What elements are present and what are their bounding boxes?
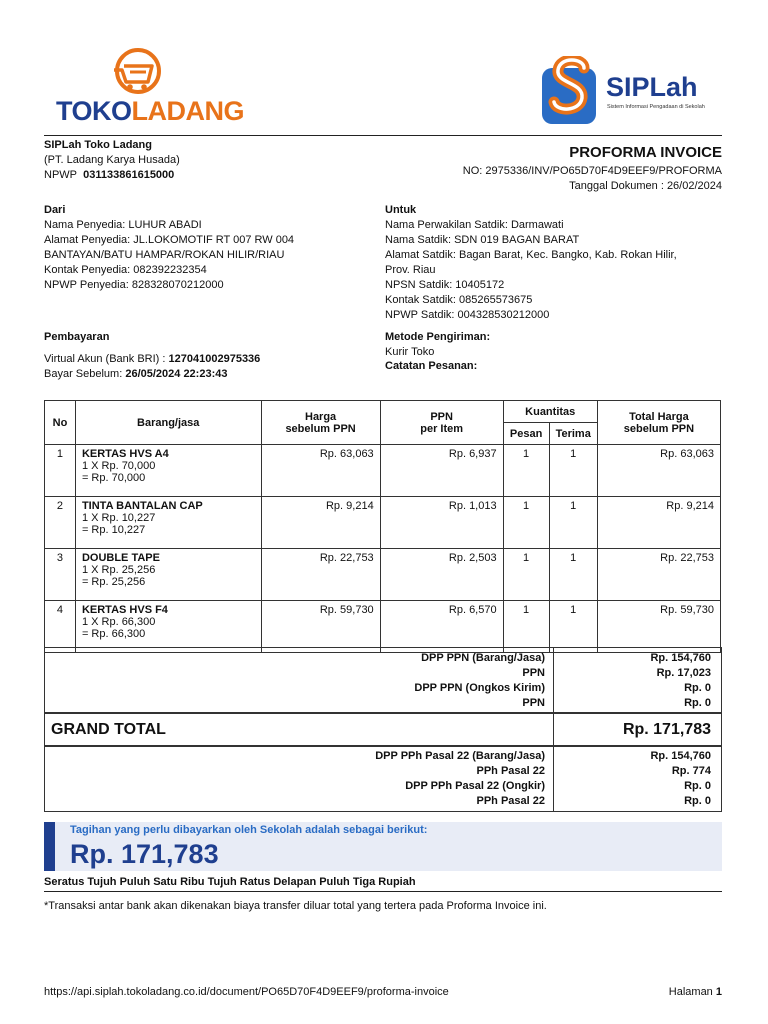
footer-page-number: 1 xyxy=(715,986,722,998)
pph-label: DPP PPh Pasal 22 (Barang/Jasa) xyxy=(375,750,545,762)
row-ppn: Rp. 1,013 xyxy=(380,497,503,549)
document-date: Tanggal Dokumen : 26/02/2024 xyxy=(569,180,722,192)
row-item-name: KERTAS HVS F4 xyxy=(81,604,168,616)
row-item-sum: = Rp. 66,300 xyxy=(81,628,146,640)
row-no: 3 xyxy=(45,549,76,601)
ppn-summary-labels xyxy=(414,651,545,711)
cart-icon xyxy=(110,48,166,94)
header-qty-receive: Terima xyxy=(549,423,597,445)
pph-value: Rp. 0 xyxy=(684,795,711,807)
table-row xyxy=(45,549,721,601)
row-item xyxy=(75,445,261,497)
table-row xyxy=(45,497,721,549)
document-title: PROFORMA INVOICE xyxy=(569,144,722,161)
row-item xyxy=(75,549,261,601)
row-item-calc: 1 X Rp. 70,000 xyxy=(81,460,156,472)
untuk-line: Nama Satdik: SDN 019 BAGAN BARAT xyxy=(385,234,580,246)
untuk-line: Alamat Satdik: Bagan Barat, Kec. Bangko, Kab. Rokan Hilir, xyxy=(385,249,677,261)
row-item-sum: = Rp. 70,000 xyxy=(81,472,146,484)
untuk-line: NPSN Satdik: 10405172 xyxy=(385,279,505,291)
summary-value: Rp. 17,023 xyxy=(656,667,711,679)
header-price xyxy=(261,401,380,445)
row-price: Rp. 9,214 xyxy=(261,497,380,549)
summary-value: Rp. 154,760 xyxy=(650,652,711,664)
pph-label: PPh Pasal 22 xyxy=(476,795,545,807)
virtual-account-value: 127041002975336 xyxy=(168,353,261,365)
grand-total-value: Rp. 171,783 xyxy=(622,721,711,738)
row-qty-receive: 1 xyxy=(549,497,597,549)
pph-value: Rp. 154,760 xyxy=(650,750,711,762)
due-date-label: Bayar Sebelum: xyxy=(44,368,123,380)
amount-in-words: Seratus Tujuh Puluh Satu Ribu Tujuh Ratus Delapan Puluh Tiga Rupiah xyxy=(44,876,416,888)
untuk-heading: Untuk xyxy=(385,204,417,216)
row-total: Rp. 22,753 xyxy=(597,549,720,601)
seller-name: SIPLah Toko Ladang xyxy=(44,139,152,151)
pph-value: Rp. 0 xyxy=(684,780,711,792)
pph-summary-labels xyxy=(375,749,545,809)
seller-npwp-label: NPWP xyxy=(44,169,77,181)
bill-amount: Rp. 171,783 xyxy=(70,839,219,869)
header-total xyxy=(597,401,720,445)
pph-summary-values xyxy=(650,749,711,809)
siplah-emblem-icon xyxy=(540,56,602,126)
row-total: Rp. 59,730 xyxy=(597,601,720,653)
row-item-calc: 1 X Rp. 10,227 xyxy=(81,512,156,524)
header-item: Barang/jasa xyxy=(75,401,261,445)
row-item-name: TINTA BANTALAN CAP xyxy=(81,500,203,512)
row-qty-receive: 1 xyxy=(549,445,597,497)
row-qty-order: 1 xyxy=(503,601,549,653)
tokoladang-logo xyxy=(44,44,244,134)
order-notes-heading: Catatan Pesanan: xyxy=(385,360,478,372)
grand-total-row xyxy=(44,712,722,747)
pph-value: Rp. 774 xyxy=(671,765,711,777)
dari-line: Nama Penyedia: LUHUR ABADI xyxy=(44,219,202,231)
row-item-calc: 1 X Rp. 25,256 xyxy=(81,564,156,576)
header-qty-order: Pesan xyxy=(503,423,549,445)
dari-line: Kontak Penyedia: 082392232354 xyxy=(44,264,207,276)
pph-summary xyxy=(44,745,722,812)
untuk-line: Prov. Riau xyxy=(385,264,436,276)
footer-page-label: Halaman xyxy=(668,986,713,998)
header-divider xyxy=(44,135,722,136)
header-total-line2: sebelum PPN xyxy=(623,422,695,435)
untuk-line: NPWP Satdik: 004328530212000 xyxy=(385,309,550,321)
ppn-summary xyxy=(44,647,722,714)
row-no: 1 xyxy=(45,445,76,497)
row-item-name: KERTAS HVS A4 xyxy=(81,448,169,460)
row-no: 4 xyxy=(45,601,76,653)
row-qty-order: 1 xyxy=(503,549,549,601)
ppn-summary-values xyxy=(650,651,711,711)
row-qty-receive: 1 xyxy=(549,549,597,601)
due-date-value: 26/05/2024 22:23:43 xyxy=(125,368,228,380)
summary-label: PPN xyxy=(522,697,545,709)
row-total: Rp. 63,063 xyxy=(597,445,720,497)
row-ppn: Rp. 2,503 xyxy=(380,549,503,601)
dari-line: NPWP Penyedia: 828328070212000 xyxy=(44,279,224,291)
header-ppn-line1: PPN xyxy=(430,410,453,423)
footer-url: https://api.siplah.tokoladang.co.id/document/PO65D70F4D9EEF9/proforma-invoice xyxy=(44,986,449,998)
grand-total-label: GRAND TOTAL xyxy=(51,721,166,738)
words-divider xyxy=(44,891,722,892)
items-table xyxy=(44,400,721,653)
shipping-heading: Metode Pengiriman: xyxy=(385,331,491,343)
untuk-section xyxy=(385,203,725,323)
bill-accent-bar xyxy=(44,822,55,871)
header-quantity: Kuantitas xyxy=(503,401,597,423)
header-no: No xyxy=(45,401,76,445)
wordmark-ladang: LADANG xyxy=(131,96,245,126)
row-item-calc: 1 X Rp. 66,300 xyxy=(81,616,156,628)
dari-section xyxy=(44,203,364,293)
pembayaran-heading: Pembayaran xyxy=(44,331,110,343)
summary-label: PPN xyxy=(522,667,545,679)
row-item xyxy=(75,601,261,653)
row-item-sum: = Rp. 25,256 xyxy=(81,576,146,588)
summary-value: Rp. 0 xyxy=(684,697,711,709)
row-item-sum: = Rp. 10,227 xyxy=(81,524,146,536)
table-row xyxy=(45,601,721,653)
footer-page xyxy=(669,986,722,998)
document-number: NO: 2975336/INV/PO65D70F4D9EEF9/PROFORMA xyxy=(462,165,722,177)
seller-company: (PT. Ladang Karya Husada) xyxy=(44,154,180,166)
header-ppn-line2: per Item xyxy=(420,422,464,435)
header-total-line1: Total Harga xyxy=(629,410,689,423)
row-ppn: Rp. 6,937 xyxy=(380,445,503,497)
pph-label: PPh Pasal 22 xyxy=(476,765,545,777)
header-price-line1: Harga xyxy=(305,410,337,423)
tokoladang-wordmark xyxy=(56,96,244,127)
row-qty-receive: 1 xyxy=(549,601,597,653)
untuk-line: Kontak Satdik: 085265573675 xyxy=(385,294,533,306)
row-item xyxy=(75,497,261,549)
row-price: Rp. 63,063 xyxy=(261,445,380,497)
seller-npwp xyxy=(44,168,174,183)
shipping-method: Kurir Toko xyxy=(385,346,435,358)
seller-npwp-value: 031133861615000 xyxy=(83,169,175,181)
header-price-line2: sebelum PPN xyxy=(285,422,356,435)
siplah-logo xyxy=(536,52,726,132)
virtual-account xyxy=(44,352,260,367)
summary-value: Rp. 0 xyxy=(684,682,711,694)
dari-line: BANTAYAN/BATU HAMPAR/ROKAN HILIR/RIAU xyxy=(44,249,285,261)
siplah-tagline: Sistem Informasi Pengadaan di Sekolah xyxy=(607,104,705,110)
summary-label: DPP PPN (Ongkos Kirim) xyxy=(414,682,545,694)
bill-callout xyxy=(44,822,722,871)
row-qty-order: 1 xyxy=(503,445,549,497)
transfer-note: *Transaksi antar bank akan dikenakan biaya transfer diluar total yang tertera pada Proforma Invoice ini. xyxy=(44,900,547,912)
header-ppn xyxy=(380,401,503,445)
summary-label: DPP PPN (Barang/Jasa) xyxy=(421,652,545,664)
due-date xyxy=(44,367,227,382)
dari-line: Alamat Penyedia: JL.LOKOMOTIF RT 007 RW 004 xyxy=(44,234,295,246)
row-item-name: DOUBLE TAPE xyxy=(81,552,160,564)
bill-caption: Tagihan yang perlu dibayarkan oleh Sekolah adalah sebagai berikut: xyxy=(70,824,428,836)
table-row xyxy=(45,445,721,497)
wordmark-toko: TOKO xyxy=(56,96,132,126)
untuk-line: Nama Perwakilan Satdik: Darmawati xyxy=(385,219,564,231)
pph-label: DPP PPh Pasal 22 (Ongkir) xyxy=(405,780,545,792)
row-total: Rp. 9,214 xyxy=(597,497,720,549)
row-no: 2 xyxy=(45,497,76,549)
row-price: Rp. 22,753 xyxy=(261,549,380,601)
row-ppn: Rp. 6,570 xyxy=(380,601,503,653)
siplah-wordmark: SIPLah xyxy=(606,72,698,102)
row-price: Rp. 59,730 xyxy=(261,601,380,653)
virtual-account-label: Virtual Akun (Bank BRI) : xyxy=(44,353,166,365)
dari-heading: Dari xyxy=(44,204,66,216)
row-qty-order: 1 xyxy=(503,497,549,549)
